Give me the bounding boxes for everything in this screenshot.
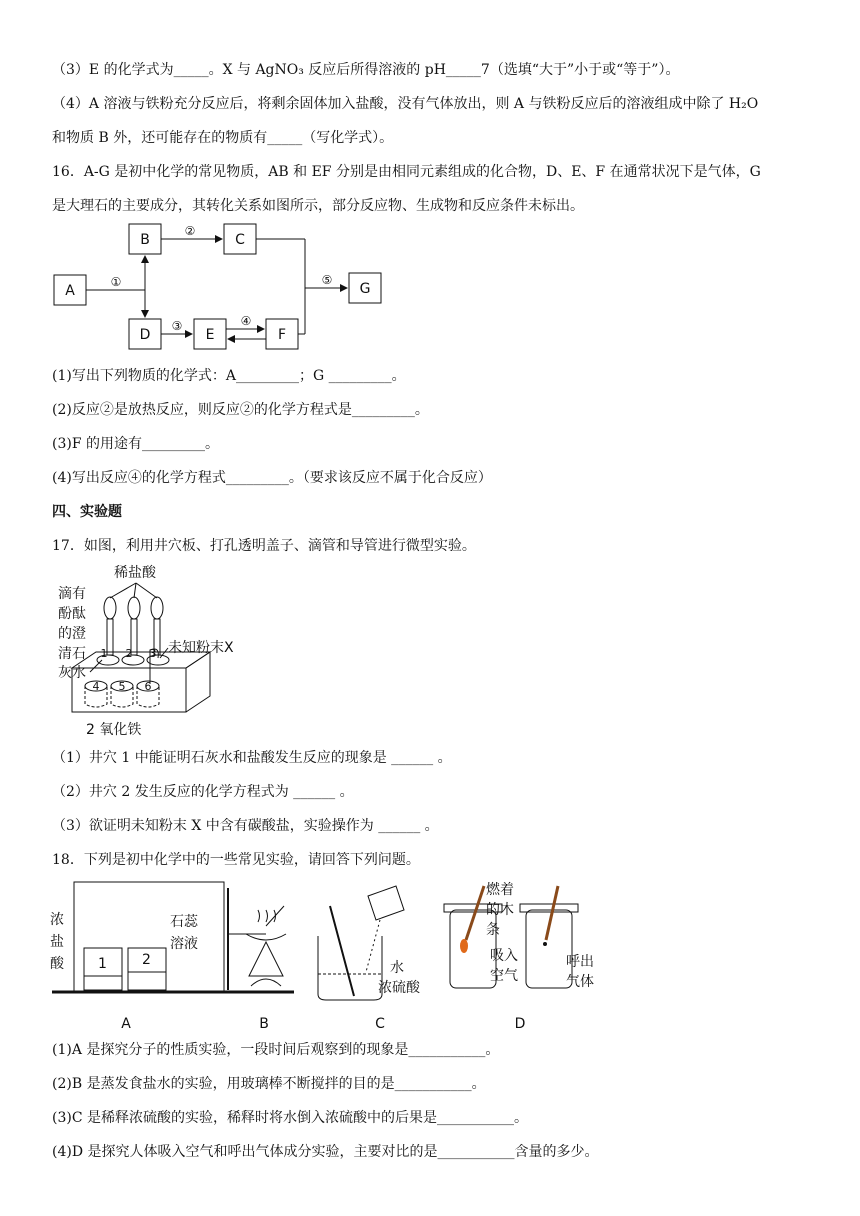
c-beaker: [318, 936, 382, 1000]
d-exhaled-label-1: 呼出: [566, 954, 594, 970]
q16-stem-line2: 是大理石的主要成分，其转化关系如图所示，部分反应物、生成物和反应条件未标出。: [52, 198, 584, 214]
q18-stem: 18．下列是初中化学中的一些常见实验，请回答下列问题。: [52, 852, 420, 868]
q16-stem-line1: 16．A-G 是初中化学的常见物质，AB 和 EF 分别是由相同元素组成的化合物，D、E、F 在通常状况下是气体，G: [52, 164, 761, 180]
well-1: 1: [100, 647, 108, 660]
node-c: C: [235, 232, 245, 248]
well-5: 5: [118, 680, 126, 693]
q17-sub3: （3）欲证明未知粉末 X 中含有碳酸盐，实验操作为 ______ 。: [52, 818, 439, 834]
d-splint-1: [466, 886, 484, 940]
experiment-b-label: B: [259, 1016, 269, 1032]
node-d: D: [139, 327, 151, 343]
section-4-title: 四、实验题: [52, 504, 122, 520]
q17-well-plate-figure: [50, 558, 310, 738]
d-inhaled-label-2: 空气: [490, 968, 518, 984]
q17-sub1: （1）井穴 1 中能证明石灰水和盐酸发生反应的现象是 ______ 。: [52, 750, 452, 766]
q15-part4-line2: 和物质 B 外，还可能存在的物质有_____（写化学式）。: [52, 130, 394, 146]
node-g: G: [359, 281, 371, 297]
limewater-label-3: 的澄: [58, 626, 86, 642]
limewater-label-4: 清石: [58, 646, 86, 662]
acid-label: 稀盐酸: [114, 565, 156, 581]
reaction-2-label: ②: [184, 224, 196, 238]
d-inhaled-label-1: 吸入: [490, 948, 518, 964]
q16-sub4: (4)写出反应④的化学方程式_________。（要求该反应不属于化合反应）: [52, 470, 492, 486]
q15-part4-line1: （4）A 溶液与铁粉充分反应后，将剩余固体加入盐酸，没有气体放出，则 A 与铁粉反应后的溶液组成中除了 H₂O: [52, 96, 759, 112]
limewater-label-1: 滴有: [58, 586, 86, 602]
powder-label: 未知粉末X: [168, 640, 234, 656]
c-glass-rod: [330, 906, 354, 996]
b-tripod: [249, 942, 283, 976]
q16-sub2: (2)反应②是放热反应，则反应②的化学方程式是_________。: [52, 402, 429, 418]
a-litmus-label-1: 石蕊: [170, 914, 198, 930]
reaction-1-label: ①: [110, 275, 122, 289]
limewater-label-2: 酚酞: [58, 606, 86, 622]
q18-sub1: (1)A 是探究分子的性质实验，一段时间后观察到的现象是___________。: [52, 1042, 500, 1058]
node-f: F: [277, 327, 287, 343]
a-conc-hcl-label-1: 浓: [50, 912, 64, 928]
node-b: B: [140, 232, 150, 248]
reaction-3-label: ③: [171, 319, 183, 333]
q16-flow-diagram: [40, 216, 400, 361]
q15-part3: （3）E 的化学式为_____。X 与 AgNO₃ 反应后所得溶液的 pH_____7（选填“大于”小于或“等于”）。: [52, 62, 680, 78]
d-flame: [460, 939, 468, 953]
a-litmus-label-2: 溶液: [170, 936, 198, 952]
experiment-d-label: D: [514, 1016, 526, 1032]
d-splint-label-1: 燃着: [486, 882, 514, 898]
c-pouring-beaker: [368, 886, 404, 920]
node-a: A: [65, 283, 75, 299]
c-water-label: 水: [390, 960, 404, 976]
q17-stem: 17．如图，利用井穴板、打孔透明盖子、滴管和导管进行微型实验。: [52, 538, 476, 554]
c-sulfuric-acid-label: 浓硫酸: [378, 980, 420, 996]
b-lamp: [251, 979, 281, 986]
well-4: 4: [92, 680, 100, 693]
a-conc-hcl-label-2: 盐: [50, 934, 64, 950]
a-conc-hcl-label-3: 酸: [50, 956, 64, 972]
experiment-c-label: C: [375, 1016, 385, 1032]
well-6: 6: [144, 680, 152, 693]
reaction-4-label: ④: [240, 314, 252, 328]
d-splint-2: [546, 886, 558, 940]
reaction-5-label: ⑤: [321, 273, 333, 287]
q18-experiments-figure: [46, 876, 616, 1036]
a-beaker-1-number: 1: [98, 956, 107, 972]
d-splint-label-2: 的木: [486, 902, 514, 918]
node-e: E: [205, 327, 215, 343]
q16-sub1: (1)写出下列物质的化学式：A_________；G _________。: [52, 368, 406, 384]
limewater-label-5: 灰水: [58, 665, 86, 681]
experiment-a-label: A: [121, 1016, 131, 1032]
d-splint-label-3: 条: [486, 922, 500, 938]
well-2: 2: [125, 647, 133, 660]
q17-sub2: （2）井穴 2 发生反应的化学方程式为 ______ 。: [52, 784, 354, 800]
well-3: 3: [149, 647, 157, 660]
q18-sub3: (3)C 是稀释浓硫酸的实验，稀释时将水倒入浓硫酸中的后果是___________。: [52, 1110, 528, 1126]
q18-sub2: (2)B 是蒸发食盐水的实验，用玻璃棒不断搅拌的目的是___________。: [52, 1076, 486, 1092]
q18-sub4: (4)D 是探究人体吸入空气和呼出气体成分实验，主要对比的是___________含量的多少。: [52, 1144, 599, 1160]
d-exhaled-label-2: 气体: [566, 974, 594, 990]
iron-oxide-label: 2 氧化铁: [86, 722, 142, 738]
q16-sub3: (3)F 的用途有_________。: [52, 436, 219, 452]
b-evaporating-dish: [246, 934, 286, 940]
a-beaker-2-number: 2: [142, 952, 151, 968]
d-ember: [543, 942, 547, 946]
